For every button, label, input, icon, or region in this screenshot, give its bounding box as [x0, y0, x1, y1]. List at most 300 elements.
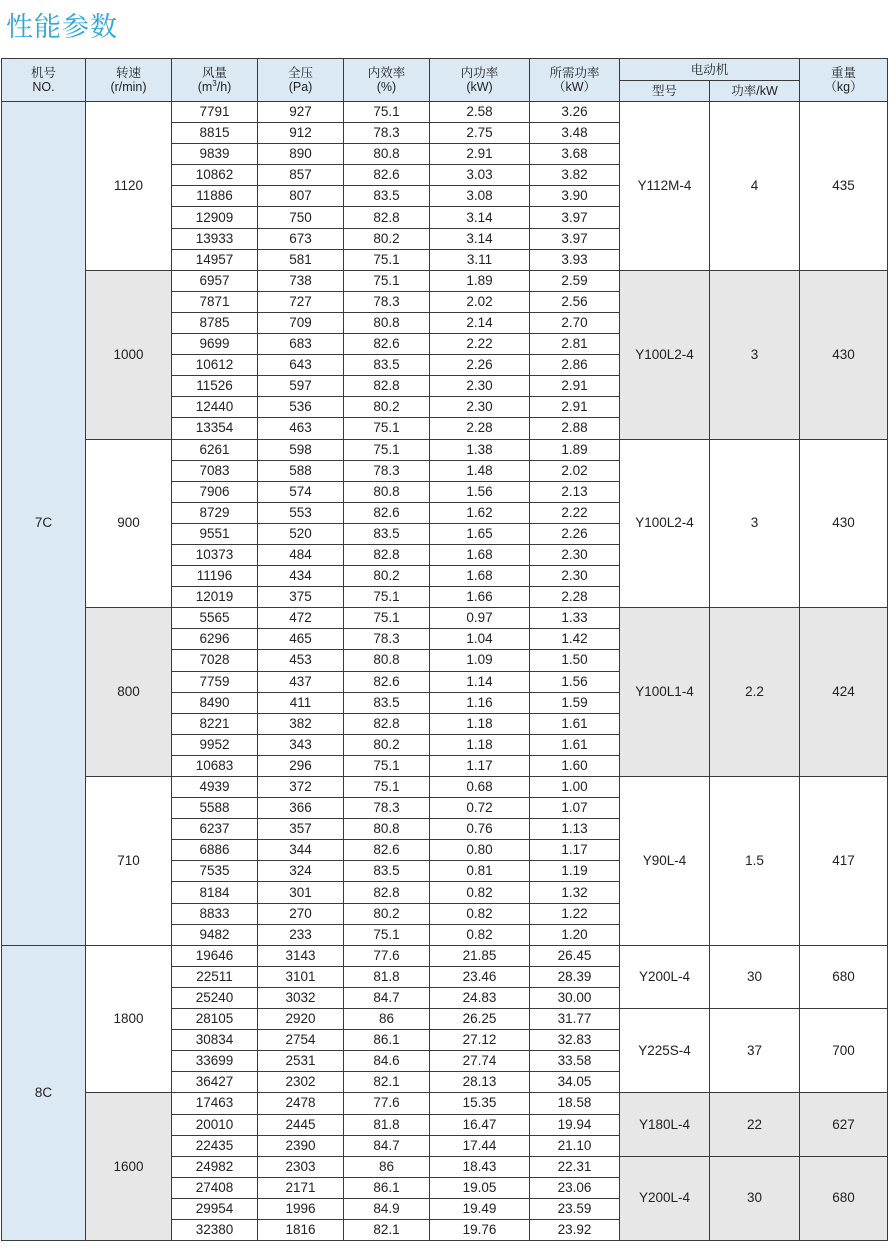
pressure-cell: 857: [258, 165, 344, 186]
required-power-cell: 2.26: [530, 523, 620, 544]
efficiency-cell: 82.8: [344, 376, 430, 397]
header-motor-model: 型号: [620, 81, 710, 102]
efficiency-cell: 82.1: [344, 1072, 430, 1093]
pressure-cell: 2390: [258, 1135, 344, 1156]
efficiency-cell: 80.8: [344, 144, 430, 165]
required-power-cell: 2.02: [530, 460, 620, 481]
flow-cell: 11526: [172, 376, 258, 397]
header-required-power: 所需功率 （kW）: [530, 59, 620, 102]
required-power-cell: 23.06: [530, 1177, 620, 1198]
flow-cell: 27408: [172, 1177, 258, 1198]
pressure-cell: 2171: [258, 1177, 344, 1198]
flow-cell: 6261: [172, 439, 258, 460]
inner-power-cell: 3.14: [430, 228, 530, 249]
speed-cell: 1800: [86, 945, 172, 1093]
flow-cell: 9699: [172, 334, 258, 355]
flow-cell: 32380: [172, 1219, 258, 1240]
required-power-cell: 30.00: [530, 987, 620, 1008]
weight-cell: 430: [800, 439, 888, 608]
flow-cell: 5565: [172, 608, 258, 629]
pressure-cell: 465: [258, 629, 344, 650]
efficiency-cell: 75.1: [344, 608, 430, 629]
efficiency-cell: 80.2: [344, 566, 430, 587]
efficiency-cell: 82.6: [344, 334, 430, 355]
efficiency-cell: 75.1: [344, 249, 430, 270]
inner-power-cell: 0.97: [430, 608, 530, 629]
inner-power-cell: 2.75: [430, 123, 530, 144]
pressure-cell: 807: [258, 186, 344, 207]
required-power-cell: 1.60: [530, 755, 620, 776]
pressure-cell: 1816: [258, 1219, 344, 1240]
efficiency-cell: 84.7: [344, 1135, 430, 1156]
inner-power-cell: 1.48: [430, 460, 530, 481]
efficiency-cell: 82.1: [344, 1219, 430, 1240]
required-power-cell: 22.31: [530, 1156, 620, 1177]
flow-cell: 5588: [172, 798, 258, 819]
flow-cell: 10612: [172, 355, 258, 376]
flow-cell: 8729: [172, 502, 258, 523]
required-power-cell: 28.39: [530, 966, 620, 987]
pressure-cell: 3032: [258, 987, 344, 1008]
required-power-cell: 1.00: [530, 777, 620, 798]
pressure-cell: 2303: [258, 1156, 344, 1177]
flow-cell: 13354: [172, 418, 258, 439]
required-power-cell: 1.13: [530, 819, 620, 840]
motor-model-cell: Y112M-4: [620, 102, 710, 271]
efficiency-cell: 75.1: [344, 102, 430, 123]
pressure-cell: 750: [258, 207, 344, 228]
required-power-cell: 1.89: [530, 439, 620, 460]
pressure-cell: 2445: [258, 1114, 344, 1135]
efficiency-cell: 84.6: [344, 1051, 430, 1072]
pressure-cell: 890: [258, 144, 344, 165]
pressure-cell: 296: [258, 755, 344, 776]
pressure-cell: 536: [258, 397, 344, 418]
inner-power-cell: 3.11: [430, 249, 530, 270]
efficiency-cell: 82.8: [344, 207, 430, 228]
table-row: [2, 270, 888, 291]
inner-power-cell: 23.46: [430, 966, 530, 987]
inner-power-cell: 3.03: [430, 165, 530, 186]
pressure-cell: 3101: [258, 966, 344, 987]
efficiency-cell: 80.8: [344, 481, 430, 502]
required-power-cell: 1.50: [530, 650, 620, 671]
inner-power-cell: 28.13: [430, 1072, 530, 1093]
efficiency-cell: 80.8: [344, 650, 430, 671]
pressure-cell: 375: [258, 587, 344, 608]
pressure-cell: 553: [258, 502, 344, 523]
inner-power-cell: 2.30: [430, 376, 530, 397]
pressure-cell: 581: [258, 249, 344, 270]
required-power-cell: 19.94: [530, 1114, 620, 1135]
inner-power-cell: 19.49: [430, 1198, 530, 1219]
inner-power-cell: 1.89: [430, 270, 530, 291]
flow-cell: 4939: [172, 777, 258, 798]
pressure-cell: 927: [258, 102, 344, 123]
inner-power-cell: 2.26: [430, 355, 530, 376]
required-power-cell: 1.33: [530, 608, 620, 629]
header-inner-power: 内功率 (kW): [430, 59, 530, 102]
flow-cell: 33699: [172, 1051, 258, 1072]
flow-cell: 22435: [172, 1135, 258, 1156]
required-power-cell: 1.20: [530, 924, 620, 945]
inner-power-cell: 21.85: [430, 945, 530, 966]
pressure-cell: 597: [258, 376, 344, 397]
pressure-cell: 738: [258, 270, 344, 291]
required-power-cell: 2.88: [530, 418, 620, 439]
inner-power-cell: 27.74: [430, 1051, 530, 1072]
motor-power-cell: 2.2: [710, 608, 800, 777]
table-row: [2, 439, 888, 460]
efficiency-cell: 78.3: [344, 291, 430, 312]
pressure-cell: 453: [258, 650, 344, 671]
efficiency-cell: 77.6: [344, 945, 430, 966]
required-power-cell: 23.92: [530, 1219, 620, 1240]
efficiency-cell: 75.1: [344, 777, 430, 798]
flow-cell: 8184: [172, 882, 258, 903]
header-motor-power: 功率/kW: [710, 81, 800, 102]
required-power-cell: 1.56: [530, 671, 620, 692]
required-power-cell: 1.59: [530, 692, 620, 713]
inner-power-cell: 19.76: [430, 1219, 530, 1240]
flow-cell: 9952: [172, 734, 258, 755]
required-power-cell: 1.61: [530, 713, 620, 734]
speed-cell: 1120: [86, 102, 172, 271]
efficiency-cell: 80.2: [344, 228, 430, 249]
pressure-cell: 382: [258, 713, 344, 734]
flow-cell: 11886: [172, 186, 258, 207]
inner-power-cell: 1.56: [430, 481, 530, 502]
efficiency-cell: 80.8: [344, 819, 430, 840]
pressure-cell: 2920: [258, 1009, 344, 1030]
inner-power-cell: 1.68: [430, 544, 530, 565]
speed-cell: 710: [86, 777, 172, 946]
flow-cell: 8221: [172, 713, 258, 734]
required-power-cell: 2.30: [530, 544, 620, 565]
required-power-cell: 2.28: [530, 587, 620, 608]
required-power-cell: 1.22: [530, 903, 620, 924]
motor-model-cell: Y200L-4: [620, 945, 710, 1008]
motor-model-cell: Y225S-4: [620, 1009, 710, 1093]
pressure-cell: 2531: [258, 1051, 344, 1072]
pressure-cell: 301: [258, 882, 344, 903]
inner-power-cell: 26.25: [430, 1009, 530, 1030]
efficiency-cell: 75.1: [344, 587, 430, 608]
efficiency-cell: 80.2: [344, 734, 430, 755]
efficiency-cell: 75.1: [344, 270, 430, 291]
efficiency-cell: 83.5: [344, 523, 430, 544]
inner-power-cell: 1.14: [430, 671, 530, 692]
motor-model-cell: Y200L-4: [620, 1156, 710, 1240]
inner-power-cell: 2.28: [430, 418, 530, 439]
pressure-cell: 673: [258, 228, 344, 249]
inner-power-cell: 1.66: [430, 587, 530, 608]
inner-power-cell: 24.83: [430, 987, 530, 1008]
flow-cell: 8815: [172, 123, 258, 144]
flow-cell: 7535: [172, 861, 258, 882]
flow-cell: 7759: [172, 671, 258, 692]
flow-cell: 6957: [172, 270, 258, 291]
required-power-cell: 26.45: [530, 945, 620, 966]
flow-cell: 12909: [172, 207, 258, 228]
inner-power-cell: 1.62: [430, 502, 530, 523]
table-row: [2, 102, 888, 123]
flow-cell: 19646: [172, 945, 258, 966]
motor-model-cell: Y100L2-4: [620, 270, 710, 439]
pressure-cell: 233: [258, 924, 344, 945]
pressure-cell: 709: [258, 312, 344, 333]
flow-cell: 10862: [172, 165, 258, 186]
motor-model-cell: Y180L-4: [620, 1093, 710, 1156]
efficiency-cell: 84.7: [344, 987, 430, 1008]
inner-power-cell: 1.04: [430, 629, 530, 650]
efficiency-cell: 82.8: [344, 713, 430, 734]
required-power-cell: 2.70: [530, 312, 620, 333]
efficiency-cell: 86.1: [344, 1030, 430, 1051]
pressure-cell: 344: [258, 840, 344, 861]
flow-cell: 8833: [172, 903, 258, 924]
inner-power-cell: 2.58: [430, 102, 530, 123]
inner-power-cell: 3.14: [430, 207, 530, 228]
motor-power-cell: 1.5: [710, 777, 800, 946]
required-power-cell: 2.91: [530, 376, 620, 397]
inner-power-cell: 0.68: [430, 777, 530, 798]
efficiency-cell: 78.3: [344, 629, 430, 650]
flow-cell: 29954: [172, 1198, 258, 1219]
flow-cell: 7028: [172, 650, 258, 671]
pressure-cell: 366: [258, 798, 344, 819]
speed-cell: 1000: [86, 270, 172, 439]
flow-cell: 10373: [172, 544, 258, 565]
efficiency-cell: 78.3: [344, 798, 430, 819]
flow-cell: 17463: [172, 1093, 258, 1114]
efficiency-cell: 86: [344, 1009, 430, 1030]
required-power-cell: 2.13: [530, 481, 620, 502]
inner-power-cell: 2.22: [430, 334, 530, 355]
inner-power-cell: 0.82: [430, 882, 530, 903]
pressure-cell: 372: [258, 777, 344, 798]
required-power-cell: 3.68: [530, 144, 620, 165]
pressure-cell: 484: [258, 544, 344, 565]
machine-number-cell: 7C: [2, 102, 86, 946]
inner-power-cell: 1.09: [430, 650, 530, 671]
pressure-cell: 463: [258, 418, 344, 439]
required-power-cell: 2.56: [530, 291, 620, 312]
required-power-cell: 18.58: [530, 1093, 620, 1114]
inner-power-cell: 19.05: [430, 1177, 530, 1198]
motor-power-cell: 30: [710, 1156, 800, 1240]
required-power-cell: 21.10: [530, 1135, 620, 1156]
required-power-cell: 34.05: [530, 1072, 620, 1093]
flow-cell: 9551: [172, 523, 258, 544]
flow-cell: 9482: [172, 924, 258, 945]
required-power-cell: 3.82: [530, 165, 620, 186]
efficiency-cell: 78.3: [344, 460, 430, 481]
flow-cell: 28105: [172, 1009, 258, 1030]
required-power-cell: 2.81: [530, 334, 620, 355]
inner-power-cell: 1.65: [430, 523, 530, 544]
inner-power-cell: 0.72: [430, 798, 530, 819]
efficiency-cell: 75.1: [344, 924, 430, 945]
flow-cell: 22511: [172, 966, 258, 987]
inner-power-cell: 15.35: [430, 1093, 530, 1114]
efficiency-cell: 81.8: [344, 1114, 430, 1135]
weight-cell: 680: [800, 945, 888, 1008]
required-power-cell: 3.93: [530, 249, 620, 270]
inner-power-cell: 1.17: [430, 755, 530, 776]
inner-power-cell: 0.82: [430, 924, 530, 945]
required-power-cell: 3.97: [530, 228, 620, 249]
header-machine: 机号 NO.: [2, 59, 86, 102]
inner-power-cell: 18.43: [430, 1156, 530, 1177]
inner-power-cell: 16.47: [430, 1114, 530, 1135]
weight-cell: 680: [800, 1156, 888, 1240]
performance-table: [1, 58, 888, 1241]
inner-power-cell: 2.91: [430, 144, 530, 165]
required-power-cell: 3.48: [530, 123, 620, 144]
motor-power-cell: 4: [710, 102, 800, 271]
pressure-cell: 683: [258, 334, 344, 355]
inner-power-cell: 1.18: [430, 734, 530, 755]
required-power-cell: 3.97: [530, 207, 620, 228]
motor-power-cell: 22: [710, 1093, 800, 1156]
required-power-cell: 2.30: [530, 566, 620, 587]
flow-cell: 7083: [172, 460, 258, 481]
inner-power-cell: 2.14: [430, 312, 530, 333]
flow-cell: 24982: [172, 1156, 258, 1177]
required-power-cell: 33.58: [530, 1051, 620, 1072]
machine-number-cell: 8C: [2, 945, 86, 1240]
efficiency-cell: 83.5: [344, 355, 430, 376]
weight-cell: 627: [800, 1093, 888, 1156]
required-power-cell: 1.42: [530, 629, 620, 650]
header-speed: 转速 (r/min): [86, 59, 172, 102]
inner-power-cell: 1.68: [430, 566, 530, 587]
speed-cell: 900: [86, 439, 172, 608]
efficiency-cell: 82.6: [344, 840, 430, 861]
efficiency-cell: 80.2: [344, 903, 430, 924]
efficiency-cell: 75.1: [344, 439, 430, 460]
pressure-cell: 2754: [258, 1030, 344, 1051]
efficiency-cell: 82.6: [344, 502, 430, 523]
table-row: [2, 945, 888, 966]
required-power-cell: 1.17: [530, 840, 620, 861]
required-power-cell: 32.83: [530, 1030, 620, 1051]
required-power-cell: 1.07: [530, 798, 620, 819]
inner-power-cell: 0.82: [430, 903, 530, 924]
efficiency-cell: 80.2: [344, 397, 430, 418]
header-motor: 电动机: [620, 59, 800, 81]
required-power-cell: 2.91: [530, 397, 620, 418]
efficiency-cell: 86.1: [344, 1177, 430, 1198]
pressure-cell: 2302: [258, 1072, 344, 1093]
efficiency-cell: 80.8: [344, 312, 430, 333]
pressure-cell: 727: [258, 291, 344, 312]
table-header: [2, 59, 888, 102]
required-power-cell: 1.61: [530, 734, 620, 755]
flow-cell: 7906: [172, 481, 258, 502]
flow-cell: 10683: [172, 755, 258, 776]
header-efficiency: 内效率 (%): [344, 59, 430, 102]
motor-power-cell: 3: [710, 439, 800, 608]
header-weight: 重量 （kg）: [800, 59, 888, 102]
pressure-cell: 3143: [258, 945, 344, 966]
weight-cell: 417: [800, 777, 888, 946]
flow-cell: 30834: [172, 1030, 258, 1051]
weight-cell: 435: [800, 102, 888, 271]
pressure-cell: 574: [258, 481, 344, 502]
required-power-cell: 3.26: [530, 102, 620, 123]
pressure-cell: 437: [258, 671, 344, 692]
flow-cell: 12440: [172, 397, 258, 418]
inner-power-cell: 27.12: [430, 1030, 530, 1051]
weight-cell: 430: [800, 270, 888, 439]
inner-power-cell: 2.30: [430, 397, 530, 418]
motor-power-cell: 30: [710, 945, 800, 1008]
weight-cell: 424: [800, 608, 888, 777]
pressure-cell: 598: [258, 439, 344, 460]
pressure-cell: 588: [258, 460, 344, 481]
inner-power-cell: 0.81: [430, 861, 530, 882]
pressure-cell: 912: [258, 123, 344, 144]
pressure-cell: 643: [258, 355, 344, 376]
header-flow: 风量 $(m^3/h)$: [172, 59, 258, 102]
pressure-cell: 270: [258, 903, 344, 924]
efficiency-cell: 77.6: [344, 1093, 430, 1114]
pressure-cell: 434: [258, 566, 344, 587]
flow-cell: 36427: [172, 1072, 258, 1093]
flow-cell: 7871: [172, 291, 258, 312]
table-body: [2, 102, 888, 1241]
flow-cell: 14957: [172, 249, 258, 270]
efficiency-cell: 82.8: [344, 544, 430, 565]
table-row: [2, 608, 888, 629]
inner-power-cell: 1.38: [430, 439, 530, 460]
pressure-cell: 2478: [258, 1093, 344, 1114]
required-power-cell: 2.22: [530, 502, 620, 523]
required-power-cell: 2.59: [530, 270, 620, 291]
required-power-cell: 23.59: [530, 1198, 620, 1219]
flow-cell: 6237: [172, 819, 258, 840]
required-power-cell: 3.90: [530, 186, 620, 207]
required-power-cell: 2.86: [530, 355, 620, 376]
efficiency-cell: 75.1: [344, 755, 430, 776]
inner-power-cell: 1.16: [430, 692, 530, 713]
efficiency-cell: 78.3: [344, 123, 430, 144]
required-power-cell: 1.19: [530, 861, 620, 882]
efficiency-cell: 75.1: [344, 418, 430, 439]
flow-cell: 6296: [172, 629, 258, 650]
efficiency-cell: 84.9: [344, 1198, 430, 1219]
efficiency-cell: 83.5: [344, 186, 430, 207]
inner-power-cell: 0.76: [430, 819, 530, 840]
flow-cell: 12019: [172, 587, 258, 608]
efficiency-cell: 83.5: [344, 861, 430, 882]
efficiency-cell: 82.6: [344, 165, 430, 186]
header-pressure: 全压 (Pa): [258, 59, 344, 102]
pressure-cell: 520: [258, 523, 344, 544]
flow-cell: 8785: [172, 312, 258, 333]
pressure-cell: 357: [258, 819, 344, 840]
required-power-cell: 31.77: [530, 1009, 620, 1030]
efficiency-cell: 83.5: [344, 692, 430, 713]
table-row: [2, 1093, 888, 1114]
flow-cell: 8490: [172, 692, 258, 713]
flow-cell: 25240: [172, 987, 258, 1008]
flow-cell: 20010: [172, 1114, 258, 1135]
motor-model-cell: Y90L-4: [620, 777, 710, 946]
efficiency-cell: 81.8: [344, 966, 430, 987]
